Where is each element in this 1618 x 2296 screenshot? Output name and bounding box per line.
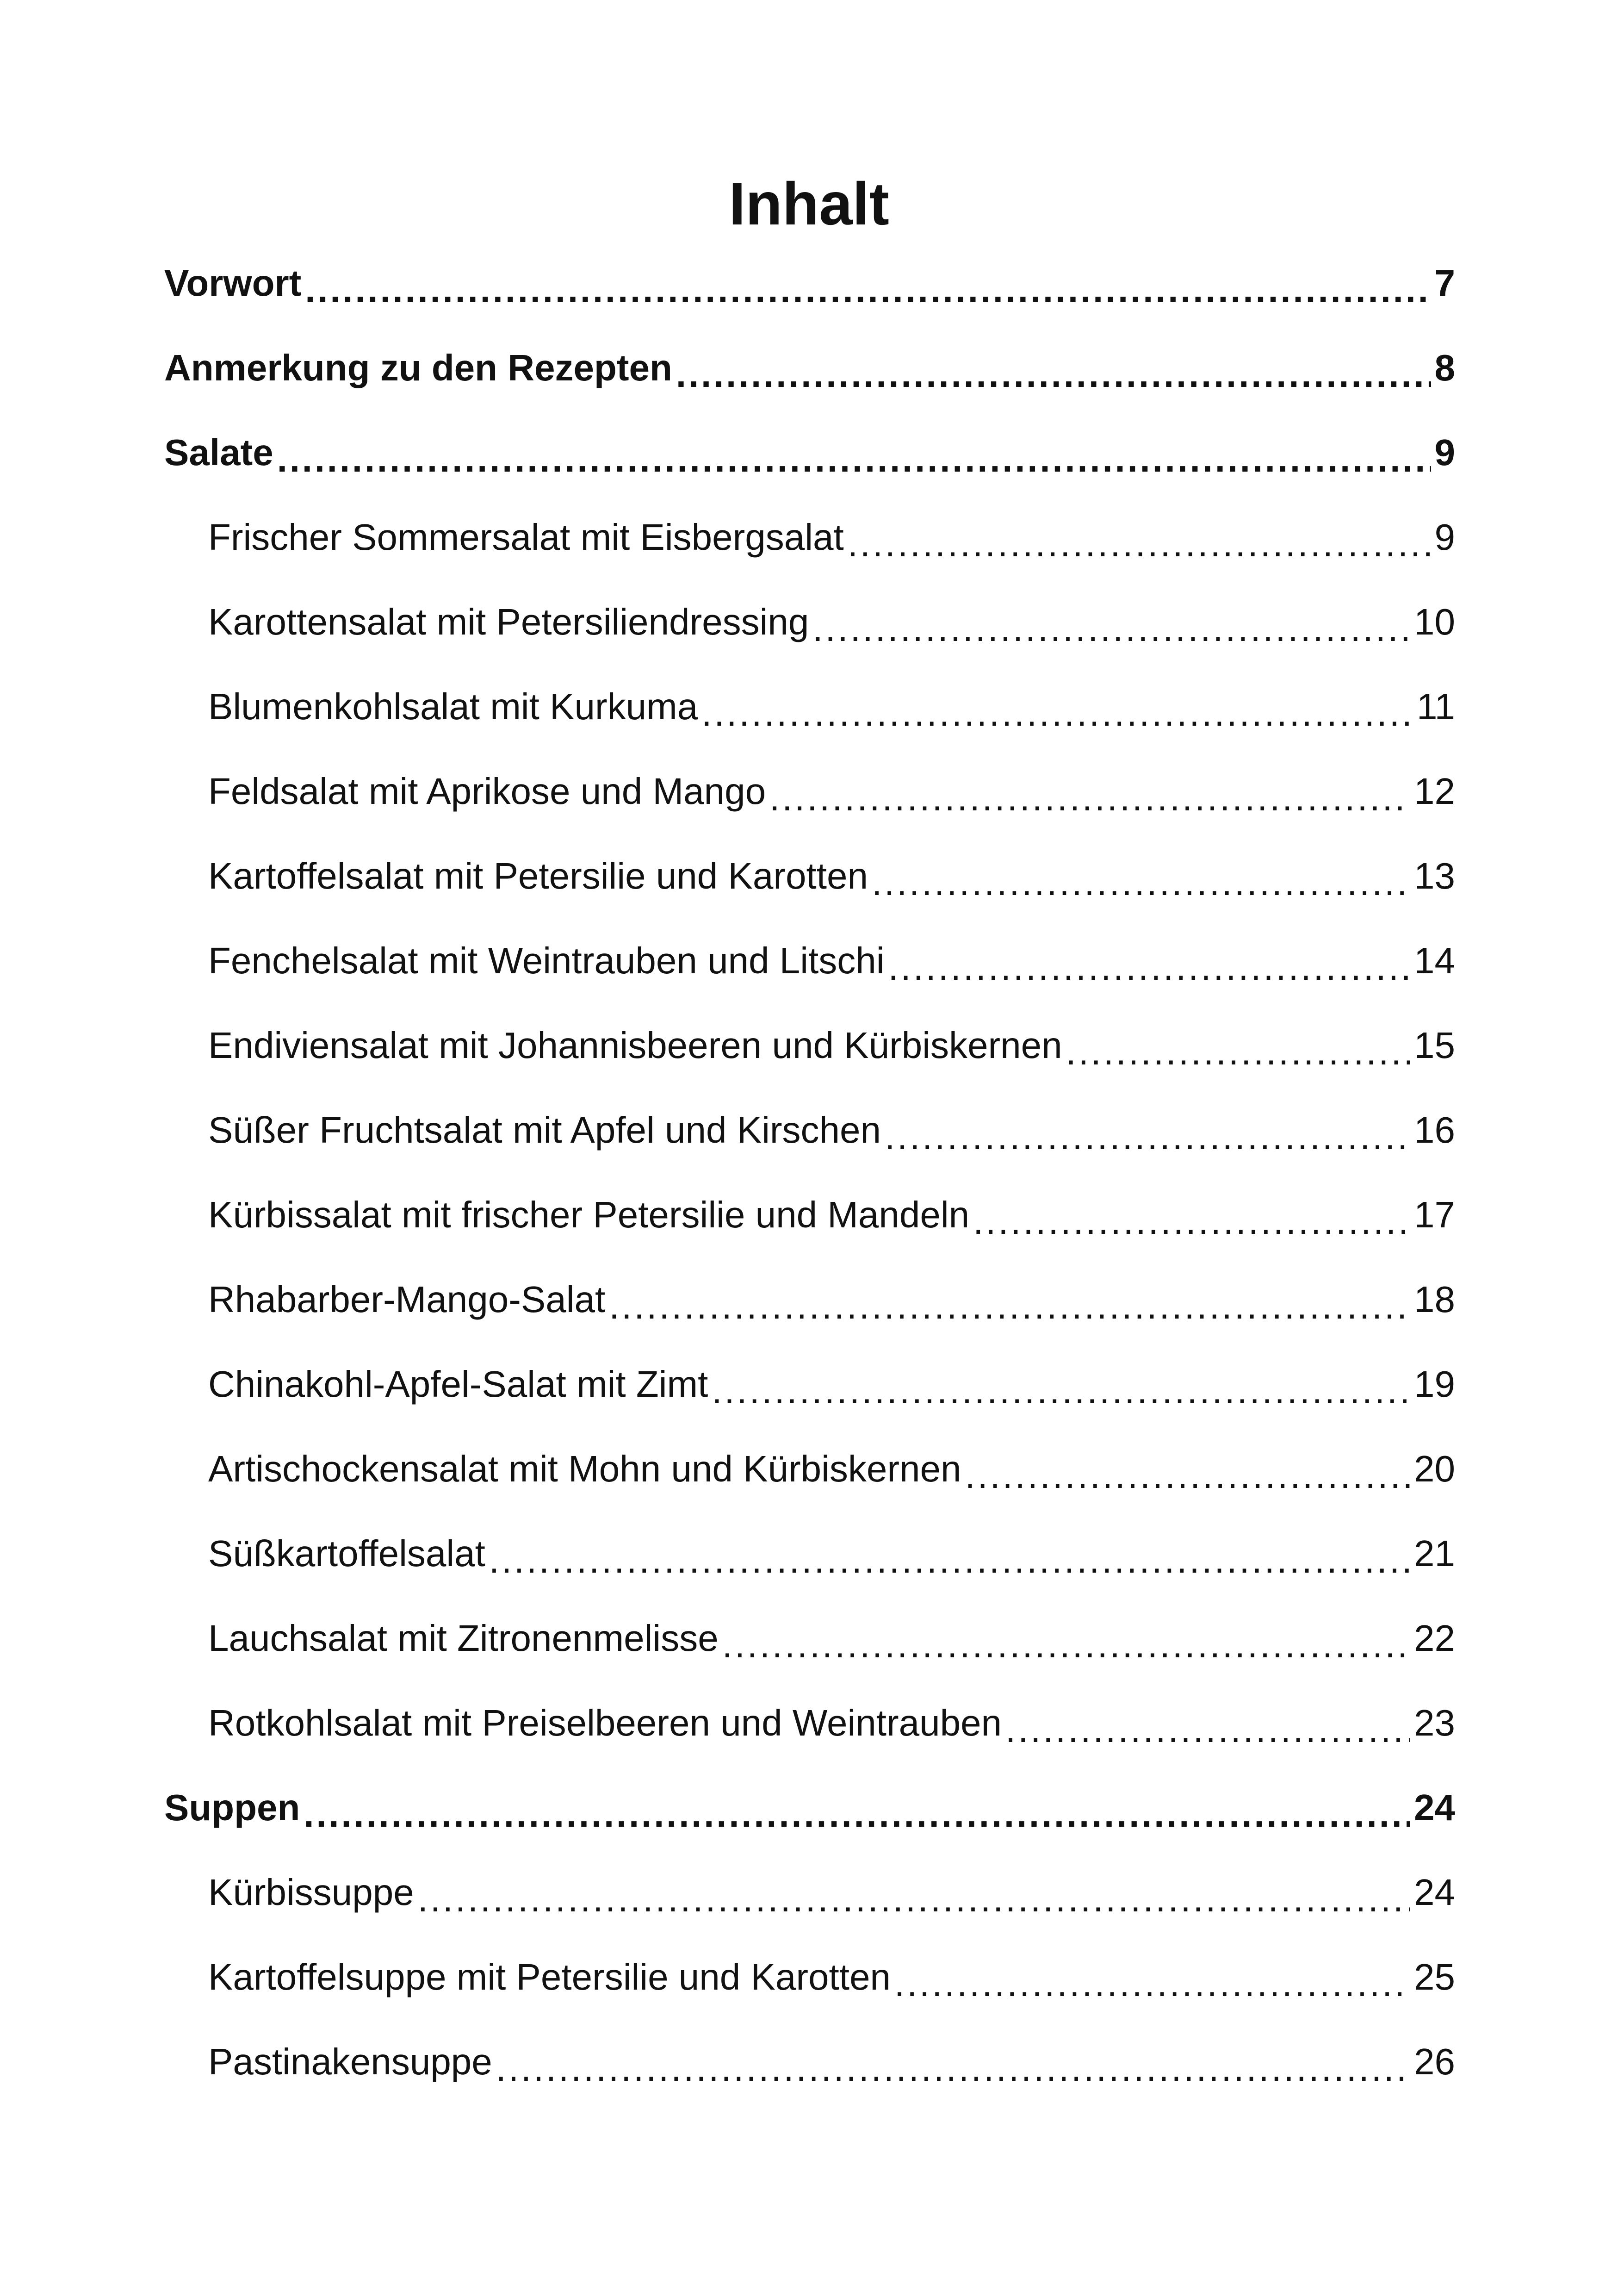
toc-dot-leader xyxy=(418,1876,1410,1922)
toc-page-number: 24 xyxy=(1414,1871,1455,1913)
toc-entry-label: Kürbissuppe xyxy=(208,1871,414,1913)
toc-entry-label: Salate xyxy=(164,431,273,473)
toc-page-number: 15 xyxy=(1414,1024,1455,1066)
toc-entry-label: Lauchsalat mit Zitronenmelisse xyxy=(208,1617,719,1659)
toc-dot-leader xyxy=(1066,1029,1410,1075)
toc-page-number: 20 xyxy=(1414,1448,1455,1489)
toc-page-number: 9 xyxy=(1434,516,1455,558)
toc-page-number: 21 xyxy=(1414,1532,1455,1574)
toc-page-number: 23 xyxy=(1414,1702,1455,1743)
toc-dot-leader xyxy=(676,351,1431,398)
toc-entry xyxy=(164,749,1455,834)
toc-dot-leader xyxy=(609,1283,1410,1329)
toc-page-number: 11 xyxy=(1416,685,1455,727)
toc-page-number: 19 xyxy=(1414,1363,1455,1405)
toc-entry xyxy=(164,1003,1455,1088)
toc-entry xyxy=(164,495,1455,579)
toc-entry-label: Süßkartoffelsalat xyxy=(208,1532,485,1574)
toc-entry xyxy=(164,918,1455,1003)
toc-entry-label: Rhabarber-Mango-Salat xyxy=(208,1278,606,1320)
toc-dot-leader xyxy=(885,1114,1410,1160)
toc-dot-leader xyxy=(489,1537,1410,1583)
toc-dot-leader xyxy=(973,1198,1410,1244)
toc-entry-label: Suppen xyxy=(164,1786,300,1828)
toc-page-number: 13 xyxy=(1414,855,1455,896)
toc-entry xyxy=(164,1850,1455,1935)
toc-dot-leader xyxy=(496,2045,1410,2091)
toc-entry xyxy=(164,1680,1455,1765)
toc-page-number: 18 xyxy=(1414,1278,1455,1320)
toc-entry xyxy=(164,1257,1455,1342)
toc-dot-leader xyxy=(888,944,1410,990)
toc-entry xyxy=(164,2019,1455,2104)
toc-entry-label: Kürbissalat mit frischer Petersilie und Mandeln xyxy=(208,1194,970,1235)
toc-entry-label: Artischockensalat mit Mohn und Kürbiskernen xyxy=(208,1448,961,1489)
toc-entry-label: Feldsalat mit Aprikose und Mango xyxy=(208,770,766,812)
toc-entry xyxy=(164,410,1455,495)
toc-page-number: 8 xyxy=(1434,347,1455,388)
toc-dot-leader xyxy=(722,1622,1410,1668)
toc-entry-label: Endiviensalat mit Johannisbeeren und Kürbiskernen xyxy=(208,1024,1062,1066)
toc-entry xyxy=(164,1511,1455,1596)
toc-page-number: 17 xyxy=(1414,1194,1455,1235)
toc-entry xyxy=(164,664,1455,749)
toc-page-number: 12 xyxy=(1414,770,1455,812)
toc-page-number: 22 xyxy=(1414,1617,1455,1659)
toc-page-number: 10 xyxy=(1414,601,1455,642)
toc-dot-leader xyxy=(305,267,1431,313)
toc-dot-leader xyxy=(894,1960,1410,2007)
toc-page-number: 25 xyxy=(1414,1956,1455,1997)
toc-dot-leader xyxy=(848,521,1431,567)
toc-dot-leader xyxy=(769,775,1410,821)
toc-entry xyxy=(164,1596,1455,1680)
toc-entry-label: Anmerkung zu den Rezepten xyxy=(164,347,672,388)
toc-entry xyxy=(164,579,1455,664)
toc-dot-leader xyxy=(277,436,1431,482)
toc-entry-label: Kartoffelsuppe mit Petersilie und Karotten xyxy=(208,1956,891,1997)
toc-entry xyxy=(164,834,1455,918)
toc-dot-leader xyxy=(1005,1706,1410,1753)
toc-entry-label: Karottensalat mit Petersiliendressing xyxy=(208,601,809,642)
toc-page-number: 16 xyxy=(1414,1109,1455,1151)
toc-dot-leader xyxy=(812,605,1410,652)
toc-page-number: 9 xyxy=(1434,431,1455,473)
toc-entry xyxy=(164,325,1455,410)
toc-entry-label: Süßer Fruchtsalat mit Apfel und Kirschen xyxy=(208,1109,881,1151)
toc-entry-label: Frischer Sommersalat mit Eisbergsalat xyxy=(208,516,844,558)
toc-page-number: 26 xyxy=(1414,2041,1455,2082)
toc-dot-leader xyxy=(965,1452,1410,1499)
page-title: Inhalt xyxy=(729,170,889,237)
toc-page-number: 24 xyxy=(1414,1786,1455,1828)
toc-entry xyxy=(164,1342,1455,1426)
toc-entry xyxy=(164,1426,1455,1511)
toc-entry-label: Chinakohl-Apfel-Salat mit Zimt xyxy=(208,1363,708,1405)
toc-entry-label: Vorwort xyxy=(164,262,302,304)
toc-entry-label: Rotkohlsalat mit Preiselbeeren und Weintrauben xyxy=(208,1702,1002,1743)
toc-dot-leader xyxy=(712,1368,1410,1414)
toc-entry-label: Kartoffelsalat mit Petersilie und Karotten xyxy=(208,855,868,896)
toc-entry xyxy=(164,1088,1455,1172)
table-of-contents xyxy=(164,241,1455,2104)
toc-entry xyxy=(164,241,1455,325)
toc-entry-label: Pastinakensuppe xyxy=(208,2041,492,2082)
toc-dot-leader xyxy=(304,1791,1410,1837)
toc-dot-leader xyxy=(872,859,1410,906)
toc-page-number: 14 xyxy=(1414,940,1455,981)
toc-entry xyxy=(164,1935,1455,2019)
toc-entry xyxy=(164,1172,1455,1257)
toc-page-number: 7 xyxy=(1434,262,1455,304)
toc-entry-label: Blumenkohlsalat mit Kurkuma xyxy=(208,685,698,727)
toc-entry xyxy=(164,1765,1455,1850)
toc-entry-label: Fenchelsalat mit Weintrauben und Litschi xyxy=(208,940,885,981)
toc-dot-leader xyxy=(701,690,1413,736)
